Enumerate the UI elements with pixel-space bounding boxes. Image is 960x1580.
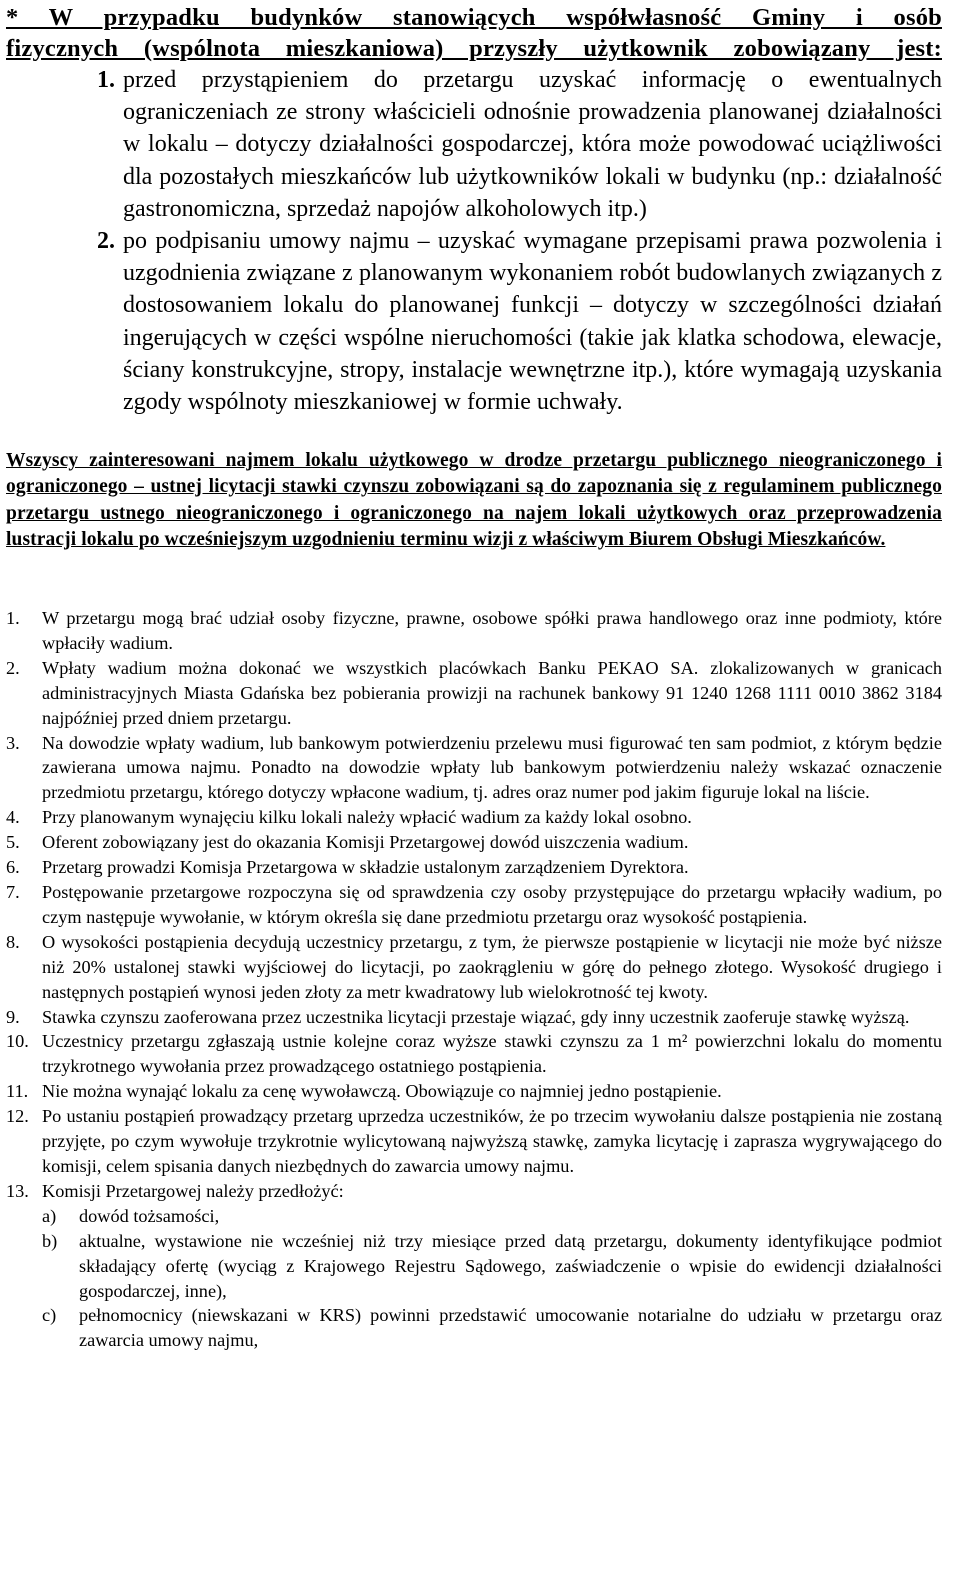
documents-sublist (42, 1204, 942, 1353)
rule-text: Po ustaniu postąpień prowadzący przetarg uprzedza uczestników, że po trzecim wywołaniu dalsze postąpienia nie zostaną przyjęte, po czym wywołuje trzykrotnie wylicytowaną najwyższą stawkę, zamyka licytację i zaprasza wygrywającego do komisji, celem spisania danych niezbędnych do zawarcia umowy najmu. (42, 1106, 942, 1176)
rule-text: Przy planowanym wynajęciu kilku lokali należy wpłacić wadium za każdy lokal osobno. (42, 807, 692, 828)
rule-number: 5. (6, 832, 20, 853)
rule-number: 3. (6, 732, 20, 753)
rule-number: 10. (6, 1031, 29, 1052)
rule-number: 11. (6, 1081, 29, 1102)
rule-item (6, 1079, 942, 1104)
rules-list (6, 606, 942, 1353)
rule-text: Na dowodzie wpłaty wadium, lub bankowym potwierdzeniu przelewu musi figurować ten sam podmiot, z którym będzie zawierana umowa najmu. Ponadto na dowodzie wpłaty lub bankowym potwierdzeniu należy wskazać oznaczenie przedmiotu przetargu, którego dotyczy wpłacone wadium, tj. adres oraz numer pod jakim figuruje lokal na liście. (42, 732, 942, 803)
sub-item-letter: b) (42, 1230, 58, 1251)
rule-text: Komisji Przetargowej należy przedłożyć: (42, 1180, 344, 1201)
obligation-number: 1. (97, 67, 115, 93)
rule-item (6, 1104, 942, 1179)
rule-item (6, 805, 942, 830)
rule-number: 7. (6, 882, 20, 903)
sub-item (42, 1229, 942, 1304)
rule-number: 1. (6, 608, 20, 629)
rule-item (6, 731, 942, 806)
sub-item-letter: c) (42, 1305, 57, 1326)
header-title-line-2: fizycznych (wspólnota mieszkaniowa) przyszły użytkownik zobowiązany jest: (6, 35, 942, 62)
rule-item (6, 656, 942, 731)
rule-item (6, 1029, 942, 1079)
sub-item-letter: a) (42, 1205, 57, 1226)
rule-number: 9. (6, 1006, 20, 1027)
rule-body (42, 1179, 942, 1353)
obligations-list (6, 64, 942, 418)
rule-text: Nie można wynająć lokalu za cenę wywoławczą. Obowiązuje co najmniej jedno postąpienie. (42, 1081, 722, 1102)
rule-item (6, 880, 942, 930)
header-title (6, 2, 942, 64)
obligation-text: po podpisaniu umowy najmu – uzyskać wymagane przepisami prawa pozwolenia i uzgodnienia związane z planowanym wykonaniem robót budowlanych związanych z dostosowaniem lokalu do planowanej funkcji – dotyczy w szczególności działań ingerujących w części wspólne nieruchomości (takie jak klatka schodowa, elewacje, ściany konstrukcyjne, stropy, instalacje wewnętrzne itp.), które wymagają uzyskania zgody wspólnoty mieszkaniowej w formie uchwały. (123, 228, 942, 416)
sub-item-text: aktualne, wystawione nie wcześniej niż trzy miesiące przed datą przetargu, dokumenty identyfikujące podmiot składający ofertę (wyciąg z Krajowego Rejestru Sądowego, zaświadczenie o wpisie do ewidencji działalności gospodarczej, inne), (79, 1230, 942, 1301)
rule-item (6, 830, 942, 855)
sub-item (42, 1303, 942, 1353)
rule-text: Uczestnicy przetargu zgłaszają ustnie kolejne coraz wyższe stawki czynszu za 1 m² powierzchni lokalu do momentu trzykrotnego wywołania przez prowadzącego ostatniego postąpienia. (42, 1031, 942, 1077)
rule-text: Oferent zobowiązany jest do okazania Komisji Przetargowej dowód uiszczenia wadium. (42, 832, 689, 853)
rule-item (6, 855, 942, 880)
rule-number: 13. (6, 1180, 29, 1201)
obligation-text: przed przystąpieniem do przetargu uzyskać informację o ewentualnych ograniczeniach ze strony właścicieli odnośnie prowadzenia planowanej działalności w lokalu – dotyczy działalności gospodarczej, która może powodować uciążliwości dla pozostałych mieszkańców lub użytkowników lokali w budynku (np.: działalność gastronomiczna, sprzedaż napojów alkoholowych itp.) (123, 67, 942, 222)
rule-text: Przetarg prowadzi Komisja Przetargowa w składzie ustalonym zarządzeniem Dyrektora. (42, 857, 689, 878)
obligation-number: 2. (97, 228, 115, 255)
sub-item (42, 1204, 942, 1229)
rule-item (6, 1005, 942, 1030)
header-title-line-1: * W przypadku budynków stanowiących współwłasność Gminy i osób (6, 4, 942, 31)
rule-text: Wpłaty wadium można dokonać we wszystkich placówkach Banku PEKAO SA. zlokalizowanych w granicach administracyjnych Miasta Gdańska bez pobierania prowizji na rachunek bankowy 91 1240 1268 1111 0010 3862 3184 najpóźniej przed dniem przetargu. (42, 657, 942, 728)
obligation-item (6, 225, 942, 418)
notice-paragraph: Wszyscy zainteresowani najmem lokalu użytkowego w drodze przetargu publicznego nieograniczonego i ograniczonego – ustnej licytacji stawki czynszu zobowiązani są do zapoznania się z regulaminem publicznego przetargu ustnego nieograniczonego i ograniczonego na najem lokali użytkowych oraz przeprowadzenia lustracji lokalu po wcześniejszym uzgodnieniu terminu wizji z właściwym Biurem Obsługi Mieszkańców. (6, 450, 942, 550)
header-block (6, 0, 942, 418)
rule-text: O wysokości postąpienia decydują uczestnicy przetargu, z tym, że pierwsze postąpienie w licytacji nie może być niższe niż 20% ustalonej stawki wyjściowej do licytacji, po zaokrągleniu w górę do pełnego złotego. Wysokość drugiego i następnych postąpień wynosi jeden złoty za metr kwadratowy lub wielokrotność tej kwoty. (42, 931, 942, 1002)
sub-item-text: pełnomocnicy (niewskazani w KRS) powinni przedstawić umocowanie notarialne do udziału w przetargu oraz zawarcia umowy najmu, (79, 1305, 942, 1351)
rule-item (6, 1179, 942, 1353)
rule-number: 4. (6, 807, 20, 828)
rule-number: 12. (6, 1106, 29, 1127)
obligation-item (6, 64, 942, 225)
rule-number: 2. (6, 657, 20, 678)
rule-item (6, 606, 942, 656)
rule-number: 6. (6, 857, 20, 878)
rule-item (6, 930, 942, 1005)
rule-text: W przetargu mogą brać udział osoby fizyczne, prawne, osobowe spółki prawa handlowego oraz inne podmioty, które wpłaciły wadium. (42, 608, 942, 653)
sub-item-text: dowód tożsamości, (79, 1205, 220, 1226)
rule-number: 8. (6, 931, 20, 952)
rule-text: Postępowanie przetargowe rozpoczyna się od sprawdzenia czy osoby przystępujące do przetargu wpłaciły wadium, po czym następuje wywołanie, w którym określa się dane przedmiotu przetargu oraz wysokość postąpienia. (42, 882, 942, 927)
rule-text: Stawka czynszu zaoferowana przez uczestnika licytacji przestaje wiązać, gdy inny uczestnik zaoferuje stawkę wyższą. (42, 1006, 910, 1027)
